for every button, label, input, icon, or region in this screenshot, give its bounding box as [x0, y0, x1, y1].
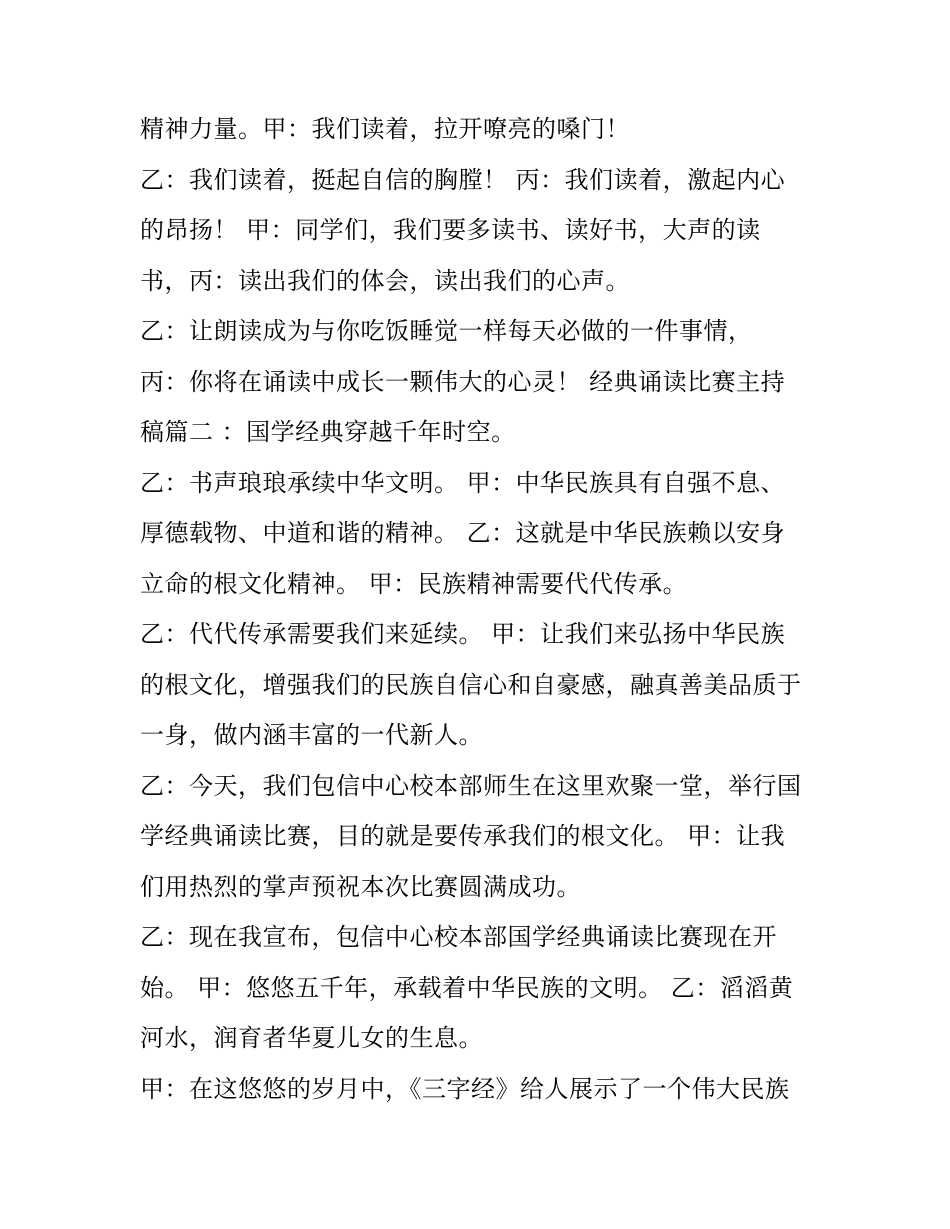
text-line: 一身，做内涵丰富的一代新人。 [140, 721, 483, 749]
text-line: 立命的根文化精神。 甲：民族精神需要代代传承。 [140, 569, 688, 598]
text-line: 乙：代代传承需要我们来延续。 甲：让我们来弘扬中华民族 [140, 620, 786, 648]
text-line: 厚德载物、中道和谐的精神。 乙：这就是中华民族赖以安身 [140, 519, 786, 547]
text-line: 的根文化，增强我们的民族自信心和自豪感，融真善美品质于 [140, 670, 802, 699]
text-line: 乙：我们读着，挺起自信的胸膛！ 丙：我们读着，激起内心 [140, 165, 786, 194]
text-line: 乙：书声琅琅承续中华文明。 甲：中华民族具有自强不息、 [140, 468, 786, 497]
text-line: 乙：让朗读成为与你吃饭睡觉一样每天必做的一件事情， [140, 317, 753, 345]
text-line: 河水，润育者华夏儿女的生息。 [140, 1024, 483, 1052]
text-line: 丙：你将在诵读中成长一颗伟大的心灵！ 经典诵读比赛主持 [140, 367, 786, 396]
text-line: 甲：在这悠悠的岁月中，《三字经》给人展示了一个伟大民族 [140, 1074, 790, 1103]
text-line: 的昂扬！ 甲：同学们，我们要多读书、读好书，大声的读 [140, 216, 761, 244]
text-line: 们用热烈的掌声预祝本次比赛圆满成功。 [140, 872, 581, 901]
script-text [140, 104, 830, 1114]
text-line: 乙：现在我宣布，包信中心校本部国学经典诵读比赛现在开 [140, 923, 777, 951]
text-line: 乙：今天，我们包信中心校本部师生在这里欢聚一堂，举行国 [140, 771, 802, 800]
text-line: 始。 甲：悠悠五千年，承载着中华民族的文明。 乙：滔滔黄 [140, 973, 794, 1002]
text-line: 稿篇二 ：国学经典穿越千年时空。 [140, 418, 516, 446]
text-line: 书，丙：读出我们的体会，读出我们的心声。 [140, 266, 630, 295]
text-line: 精神力量。甲：我们读着，拉开嘹亮的嗓门！ [140, 115, 630, 143]
text-line: 学经典诵读比赛，目的就是要传承我们的根文化。 甲：让我 [140, 822, 786, 850]
